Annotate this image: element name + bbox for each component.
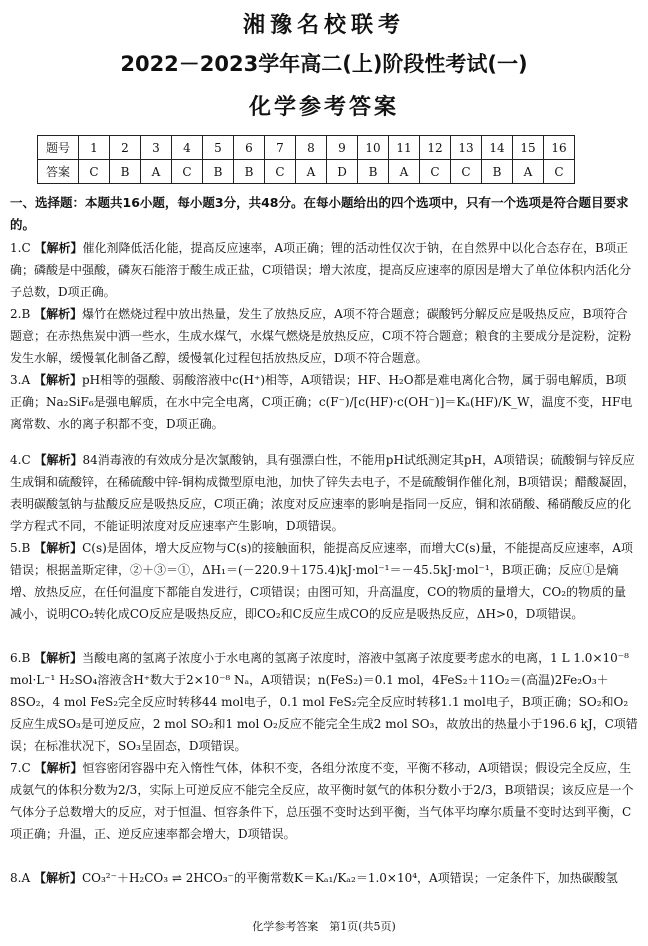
- question-number: 14: [482, 136, 513, 160]
- item-number: 2.B: [10, 307, 31, 321]
- item-number: 4.C: [10, 453, 31, 467]
- item-text: 催化剂降低活化能，提高反应速率，A项正确；锂的活动性仅次于钠，在自然界中以化合态存在，B项正确；磷酸是中强酸，磷灰石能溶于酸生成正盐，C项错误；增大浓度，提高反应速率的原因是增大了单位体积内活化分子总数，D项正确。: [10, 241, 632, 299]
- answer-cell: B: [203, 160, 234, 184]
- question-number: 7: [265, 136, 296, 160]
- question-number: 12: [420, 136, 451, 160]
- answer-cell: C: [420, 160, 451, 184]
- item-number: 7.C: [10, 761, 31, 775]
- question-number-row: [38, 136, 575, 160]
- section-heading: 一、选择题：本题共16小题，每小题3分，共48分。在每小题给出的四个选项中，只有一个选项是符合题目要求的。: [10, 195, 629, 232]
- exam-org-title: 湘豫名校联考: [242, 13, 405, 38]
- page-footer: 化学参考答案 第1页(共5页): [252, 920, 396, 933]
- explanation-item: [10, 537, 638, 625]
- item-text: 84消毒液的有效成分是次氯酸钠，具有强漂白性，不能用pH试纸测定其pH，A项错误；硫酸铜与锌反应生成铜和硫酸锌，在稀硫酸中锌-铜构成微型原电池，加快了锌失去电子，不是硫酸铜作催化剂，B项错误；醋酸凝固，表明碳酸氢钠与盐酸反应是吸热反应，C项正确；浓度对反应速率的影响是指同一反应，铜和浓硝酸、稀硝酸反应的化学方程式不同，不能证明浓度对反应速率产生影响，D项错误。: [10, 453, 635, 533]
- answer-cell: C: [79, 160, 110, 184]
- item-text: 爆竹在燃烧过程中放出热量，发生了放热反应，A项不符合题意；碳酸钙分解反应是吸热反应，B项符合题意；在赤热焦炭中洒一些水，生成水煤气，水煤气燃烧是放热反应，C项不符合题意；粮食的主要成分是淀粉，淀粉发生水解，缓慢氧化制备乙醇，缓慢氧化过程包括放热反应，D项不符合题意。: [10, 307, 632, 365]
- explanation-item: [10, 369, 638, 435]
- item-number: 5.B: [10, 541, 31, 555]
- row-label: 题号: [38, 136, 79, 160]
- item-number: 8.A: [10, 871, 31, 885]
- answer-cell: B: [110, 160, 141, 184]
- question-number: 16: [544, 136, 575, 160]
- answer-cell: B: [482, 160, 513, 184]
- answer-cell: D: [327, 160, 358, 184]
- item-number: 3.A: [10, 373, 31, 387]
- item-tag: 【解析】: [34, 453, 83, 467]
- question-number: 15: [513, 136, 544, 160]
- explanation-item: [10, 237, 638, 303]
- item-tag: 【解析】: [34, 541, 83, 555]
- explanation-item: [10, 449, 638, 537]
- question-number: 6: [234, 136, 265, 160]
- item-text: C(s)是固体，增大反应物与C(s)的接触面积，能提高反应速率，而增大C(s)量，不能提高反应速率，A项错误；根据盖斯定律，②＋③＝①，ΔH₁＝(－220.9＋175.4)kJ·mol⁻¹＝－45.5kJ·mol⁻¹，B项正确；反应①是熵增、放热反应，在任何温度下都能自发进行，C项错误；由图可知，升高温度，CO的物质的量增大，CO₂的物质的量减小，说明CO₂转化成CO反应是吸热反应，即CO₂和C反应生成CO的反应是吸热反应，ΔH>0，D项错误。: [10, 541, 633, 621]
- answer-cell: B: [234, 160, 265, 184]
- item-tag: 【解析】: [34, 761, 83, 775]
- answer-cell: C: [451, 160, 482, 184]
- item-number: 1.C: [10, 241, 31, 255]
- answer-cell: A: [389, 160, 420, 184]
- answer-row: [38, 160, 575, 184]
- question-number: 13: [451, 136, 482, 160]
- explanation-item: [10, 303, 638, 369]
- answer-table: [37, 135, 575, 184]
- item-number: 6.B: [10, 651, 31, 665]
- explanation-item: [10, 757, 638, 845]
- question-number: 3: [141, 136, 172, 160]
- item-text: 当酸电离的氢离子浓度小于水电离的氢离子浓度时，溶液中氢离子浓度要考虑水的电离，1 L 1.0×10⁻⁸ mol·L⁻¹ H₂SO₄溶液含H⁺数大于2×10⁻⁸ Nₐ，A项错误；n(FeS₂)＝0.1 mol，4FeS₂＋11O₂＝(高温)2Fe₂O₃＋8SO₂，4 mol FeS₂完全反应时转移44 mol电子，0.1 mol FeS₂完全反应时转移1.1 mol电子，B项正确；SO₂和O₂反应生成SO₃是可逆反应，2 mol SO₂和1 mol O₂反应不能完全生成2 mol SO₃，故放出的热量小于196.6 kJ，C项错误；在标准状况下，SO₃呈固态，D项错误。: [10, 651, 638, 753]
- item-tag: 【解析】: [33, 373, 82, 387]
- question-number: 11: [389, 136, 420, 160]
- answer-cell: A: [513, 160, 544, 184]
- row-label: 答案: [38, 160, 79, 184]
- question-number: 4: [172, 136, 203, 160]
- item-tag: 【解析】: [33, 871, 82, 885]
- answer-cell: B: [358, 160, 389, 184]
- item-text: CO₃²⁻＋H₂CO₃ ⇌ 2HCO₃⁻的平衡常数K＝Kₐ₁/Kₐ₂＝1.0×10⁴，A项错误；一定条件下，加热碳酸氢: [81, 871, 618, 885]
- question-number: 9: [327, 136, 358, 160]
- answer-key-title: 化学参考答案: [248, 95, 399, 120]
- answer-cell: C: [544, 160, 575, 184]
- answer-cell: C: [172, 160, 203, 184]
- item-tag: 【解析】: [34, 307, 83, 321]
- answer-cell: A: [296, 160, 327, 184]
- answer-cell: A: [141, 160, 172, 184]
- item-text: pH相等的强酸、弱酸溶液中c(H⁺)相等，A项错误；HF、H₂O都是难电离化合物，属于弱电解质，B项正确；Na₂SiF₆是强电解质，在水中完全电离，C项正确；c(F⁻)/[c(HF)·c(OH⁻)]＝Kₐ(HF)/K_W，温度不变，HF电离常数、水的离子积都不变，D项正确。: [10, 373, 633, 431]
- question-number: 8: [296, 136, 327, 160]
- question-number: 2: [110, 136, 141, 160]
- answer-cell: C: [265, 160, 296, 184]
- question-number: 1: [79, 136, 110, 160]
- question-number: 10: [358, 136, 389, 160]
- question-number: 5: [203, 136, 234, 160]
- item-tag: 【解析】: [34, 651, 83, 665]
- exam-title: 2022－2023学年高二(上)阶段性考试(一): [120, 52, 528, 76]
- explanation-item: [10, 867, 638, 889]
- item-text: 恒容密闭容器中充入惰性气体，体积不变，各组分浓度不变，平衡不移动，A项错误；假设完全反应，生成氨气的体积分数为2/3，实际上可逆反应不能完全反应，故平衡时氨气的体积分数小于2/3，B项错误；该反应是一个气体分子总数增大的反应，对于恒温、恒容条件下，总压强不变时达到平衡，当气体平均摩尔质量不变时达到平衡，C项正确；升温，正、逆反应速率都会增大，D项错误。: [10, 761, 634, 841]
- item-tag: 【解析】: [34, 241, 83, 255]
- explanation-item: [10, 647, 638, 757]
